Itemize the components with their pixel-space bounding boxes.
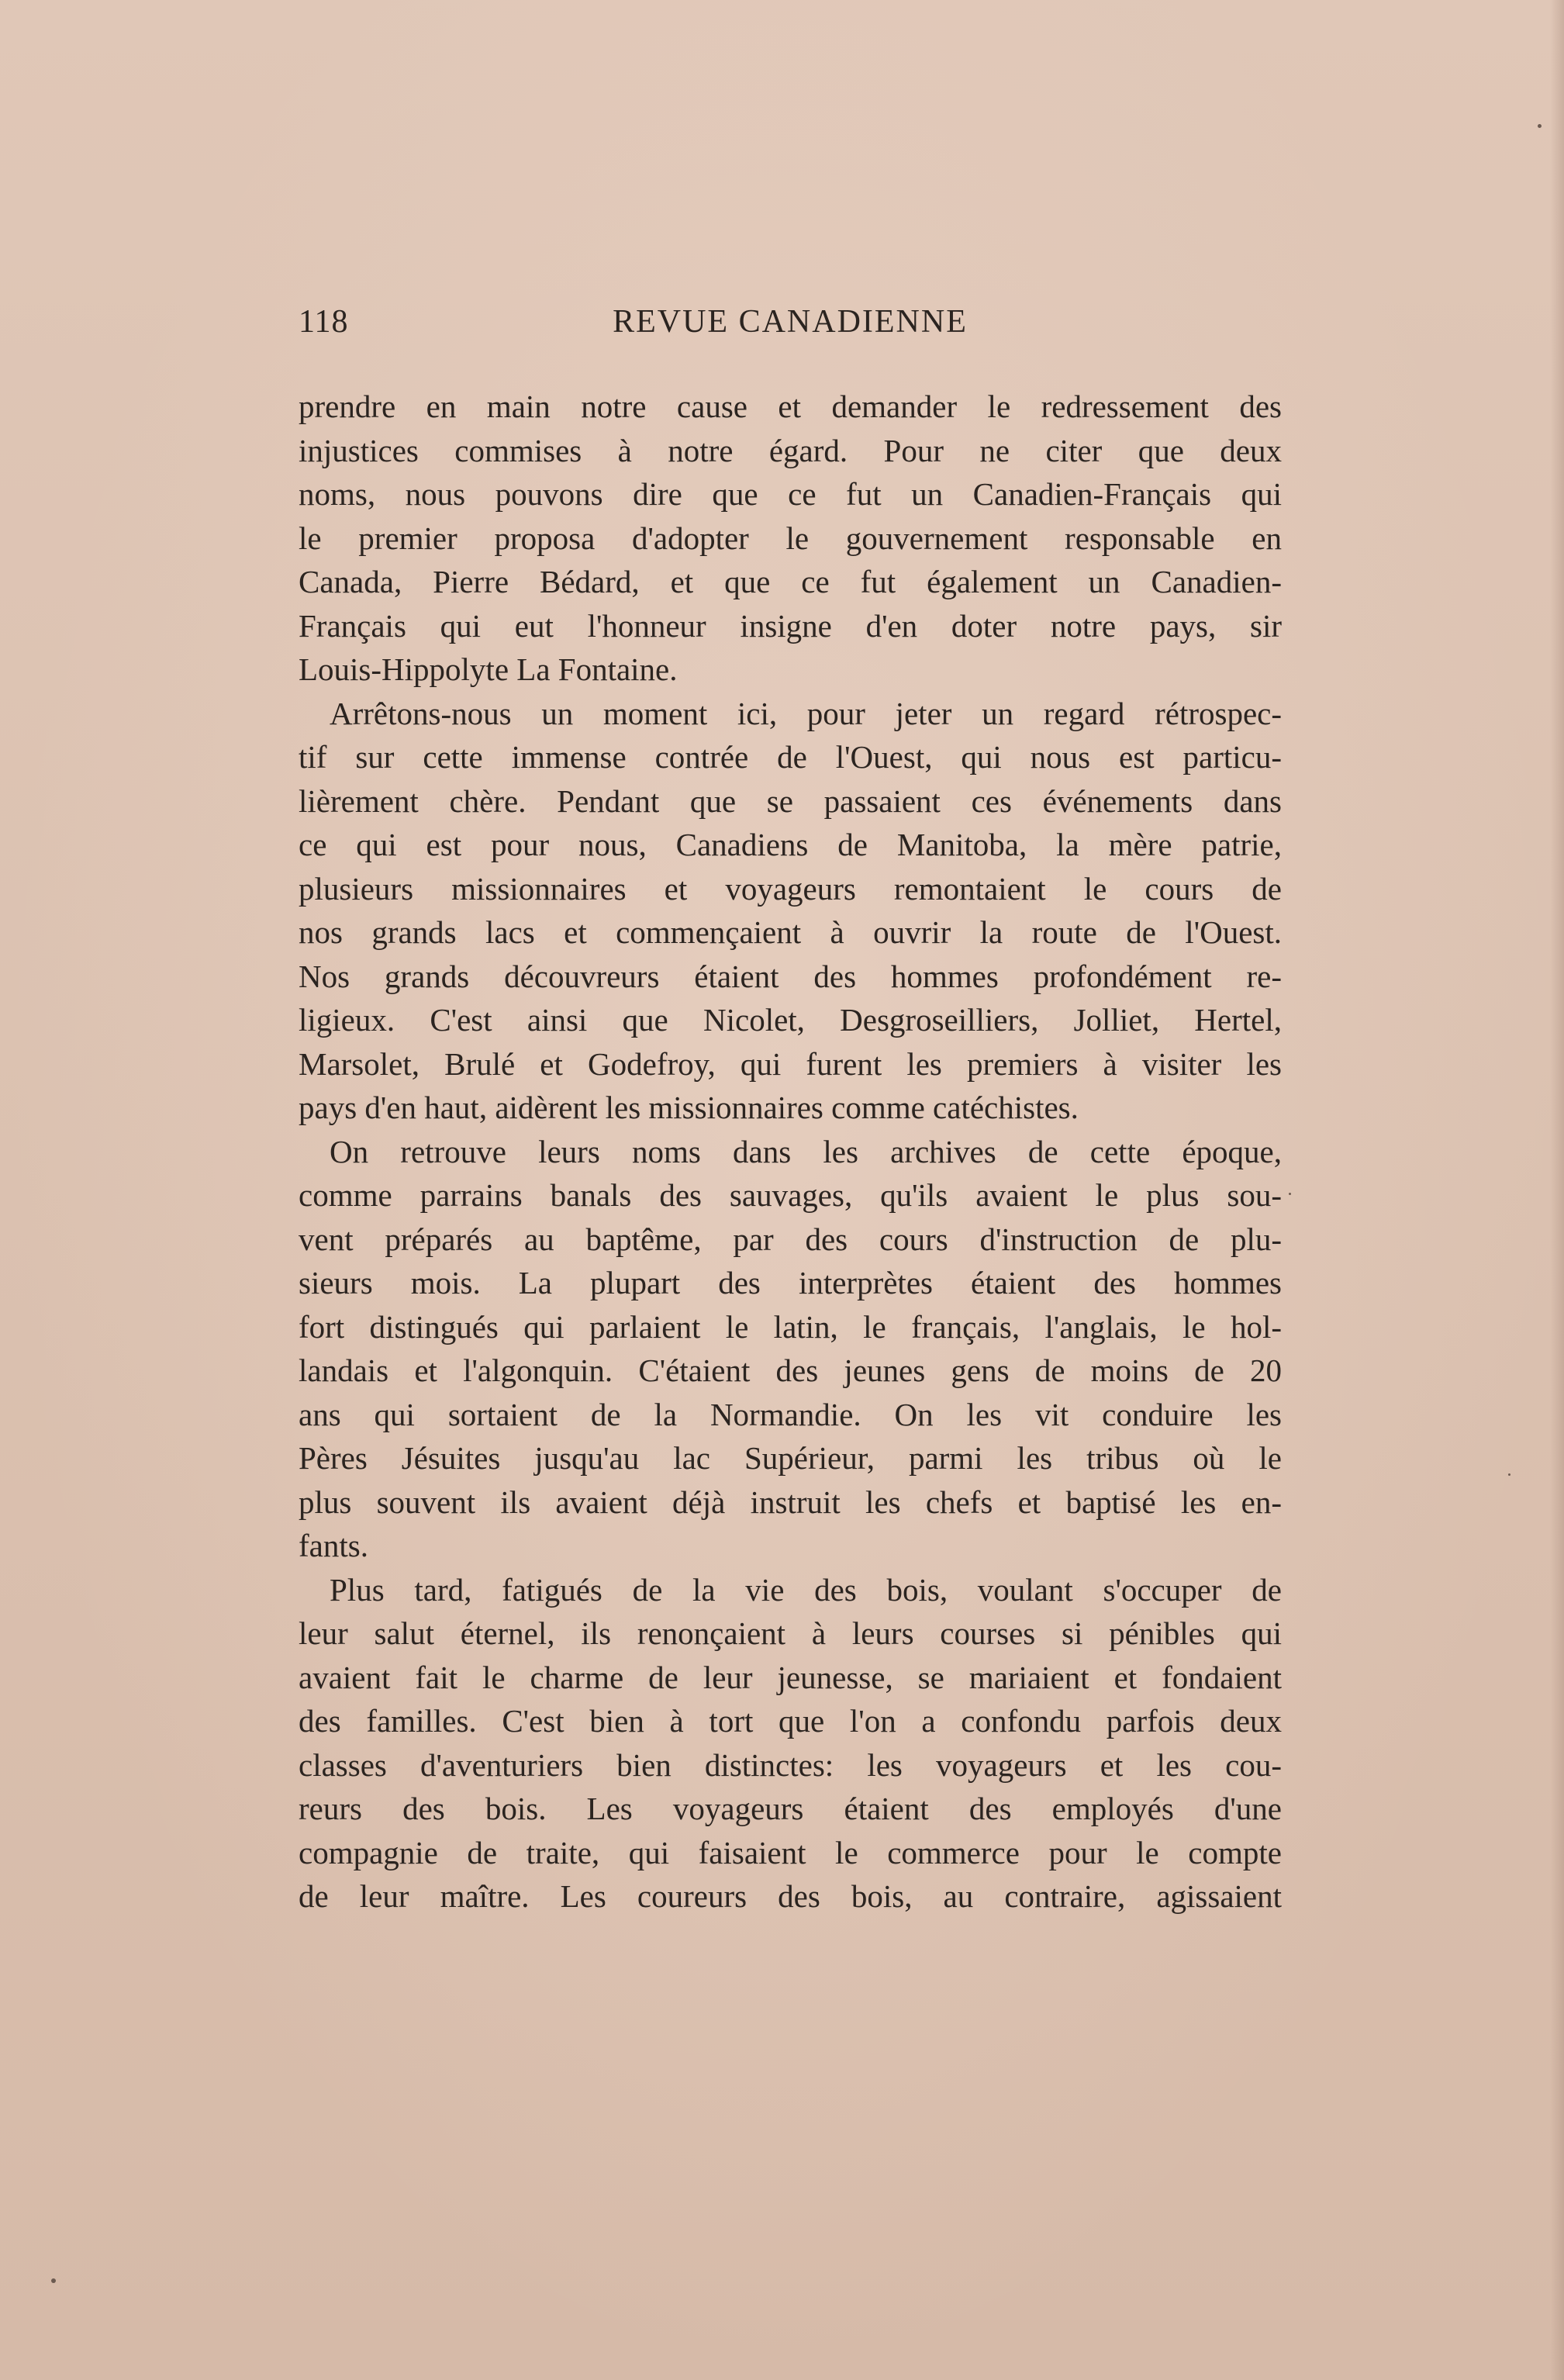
body-text bbox=[299, 385, 1282, 1919]
text-line: injustices commises à notre égard. Pour ne citer que deux bbox=[299, 432, 1282, 468]
text-line: On retrouve leurs noms dans les archives de cette époque, bbox=[330, 1133, 1282, 1169]
text-line: Pères Jésuites jusqu'au lac Supérieur, parmi les tribus où le bbox=[299, 1440, 1282, 1476]
text-line: landais et l'algonquin. C'étaient des jeunes gens de moins de 20 bbox=[299, 1352, 1282, 1388]
text-line: Marsolet, Brulé et Godefroy, qui furent les premiers à visiter les bbox=[299, 1045, 1282, 1082]
text-line: classes d'aventuriers bien distinctes: les voyageurs et les cou- bbox=[299, 1746, 1282, 1783]
text-line: plus souvent ils avaient déjà instruit les chefs et baptisé les en- bbox=[299, 1484, 1282, 1520]
text-line: sieurs mois. La plupart des interprètes étaient des hommes bbox=[299, 1265, 1282, 1301]
text-line: avaient fait le charme de leur jeunesse, se mariaient et fondaient bbox=[299, 1659, 1282, 1695]
text-line: ans qui sortaient de la Normandie. On les vit conduire les bbox=[299, 1396, 1282, 1432]
text-line: ligieux. C'est ainsi que Nicolet, Desgroseilliers, Jolliet, Hertel, bbox=[299, 1002, 1282, 1038]
paper-speck bbox=[1508, 1473, 1510, 1476]
text-line: Français qui eut l'honneur insigne d'en doter notre pays, sir bbox=[299, 607, 1282, 644]
text-line: Plus tard, fatigués de la vie des bois, voulant s'occuper de bbox=[330, 1571, 1282, 1608]
page-header bbox=[299, 299, 1282, 345]
text-line: plusieurs missionnaires et voyageurs remontaient le cours de bbox=[299, 870, 1282, 907]
text-line: Louis-Hippolyte La Fontaine. bbox=[299, 651, 678, 687]
text-line: lièrement chère. Pendant que se passaient ces événements dans bbox=[299, 782, 1282, 819]
text-line: ce qui est pour nous, Canadiens de Manitoba, la mère patrie, bbox=[299, 827, 1282, 862]
text-line: noms, nous pouvons dire que ce fut un Canadien-Français qui bbox=[299, 476, 1282, 512]
running-head: REVUE CANADIENNE bbox=[613, 304, 968, 340]
text-line: pays d'en haut, aidèrent les missionnaires comme catéchistes. bbox=[299, 1090, 1079, 1125]
text-line: fort distingués qui parlaient le latin, le français, l'anglais, le hol- bbox=[299, 1308, 1282, 1345]
text-line: comme parrains banals des sauvages, qu'ils avaient le plus sou- bbox=[299, 1177, 1282, 1213]
text-line: de leur maître. Les coureurs des bois, au contraire, agissaient bbox=[299, 1878, 1282, 1914]
text-line: leur salut éternel, ils renonçaient à leurs courses si pénibles qui bbox=[299, 1615, 1282, 1651]
paper-speck bbox=[1289, 1193, 1291, 1195]
page-edge-shadow bbox=[1550, 0, 1564, 2380]
paper-speck bbox=[51, 2278, 56, 2283]
text-line: le premier proposa d'adopter le gouvernement responsable en bbox=[299, 520, 1282, 556]
page-number: 118 bbox=[299, 304, 349, 340]
text-line: nos grands lacs et commençaient à ouvrir la route de l'Ouest. bbox=[299, 914, 1282, 950]
text-line: Canada, Pierre Bédard, et que ce fut également un Canadien- bbox=[299, 564, 1282, 599]
text-line: compagnie de traite, qui faisaient le commerce pour le compte bbox=[299, 1834, 1282, 1870]
text-line: Nos grands découvreurs étaient des hommes profondément re- bbox=[299, 958, 1282, 994]
text-line: reurs des bois. Les voyageurs étaient des employés d'une bbox=[299, 1791, 1282, 1826]
paper-speck bbox=[1538, 124, 1542, 128]
text-line: des familles. C'est bien à tort que l'on a confondu parfois deux bbox=[299, 1703, 1282, 1739]
text-line: tif sur cette immense contrée de l'Ouest, qui nous est particu- bbox=[299, 739, 1282, 775]
text-line: vent préparés au baptême, par des cours d'instruction de plu- bbox=[299, 1221, 1282, 1257]
text-line: Arrêtons-nous un moment ici, pour jeter un regard rétrospec- bbox=[330, 695, 1282, 731]
text-line: fants. bbox=[299, 1528, 368, 1563]
text-line: prendre en main notre cause et demander le redressement des bbox=[299, 389, 1282, 424]
